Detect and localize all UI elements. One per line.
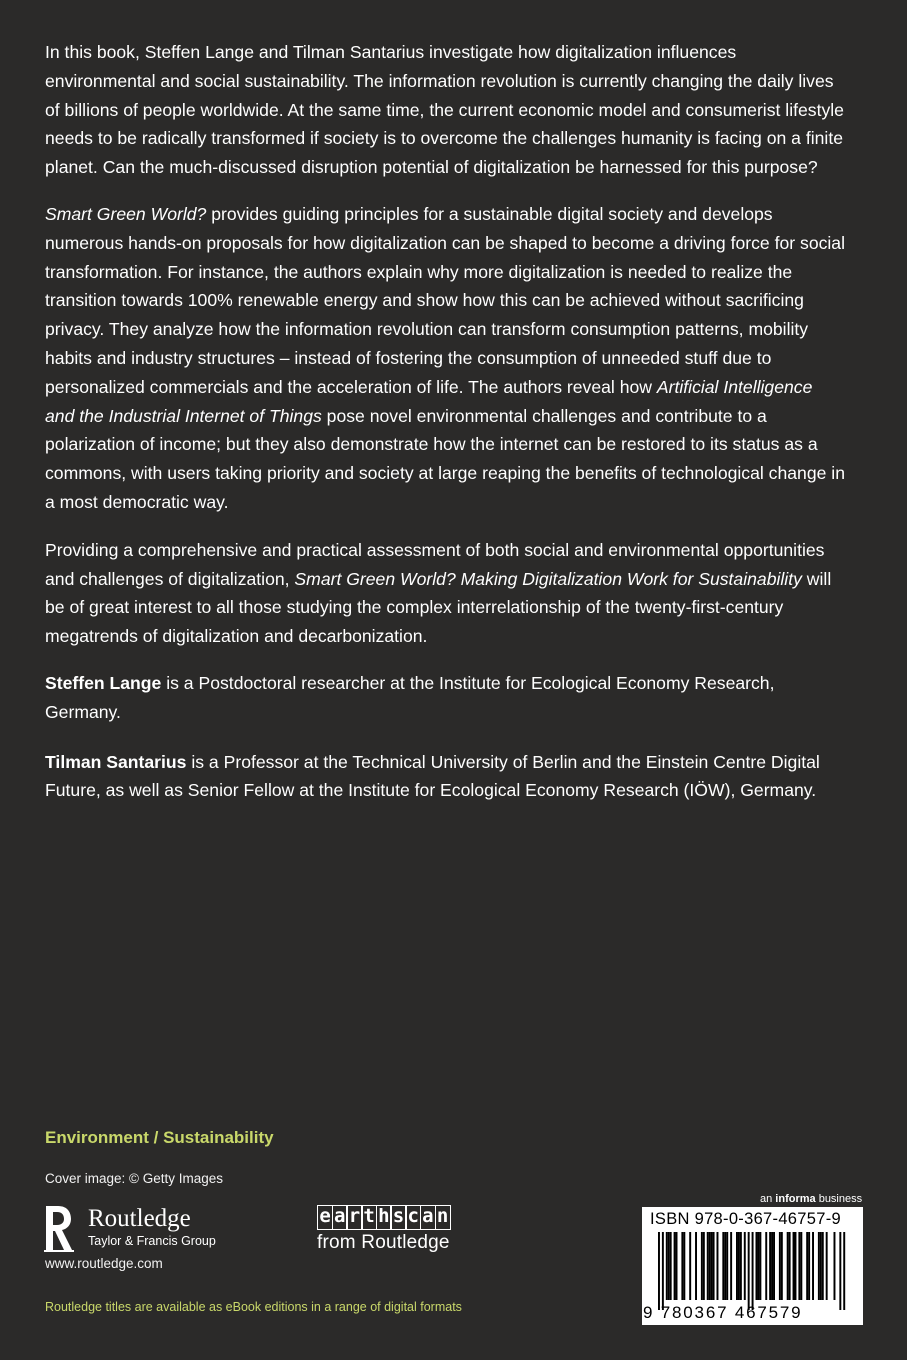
barcode-digits — [643, 1303, 862, 1323]
barcode-bar — [820, 1232, 822, 1300]
barcode-bar — [781, 1232, 783, 1300]
barcode-bar — [795, 1232, 797, 1300]
book-title-italic: Smart Green World? — [45, 203, 207, 224]
routledge-logo — [42, 1204, 232, 1254]
barcode-bar — [812, 1232, 814, 1300]
ai-iot-italic: Artificial Intelligence and the Industrial Internet of Things — [45, 376, 813, 426]
author-bio-santarius-text: is a Professor at the Technical University of Berlin and the Einstein Centre Digital Future, as well as Senior Fellow at the Institute for Ecological Economy Research (IÖW), Germany. — [45, 751, 820, 801]
barcode-bar — [787, 1232, 789, 1300]
blurb-paragraph-2-a: provides guiding principles for a sustainable digital society and develops numerous hands-on proposals for how digitalization can be shaped to become a driving force for social transformation. For instance, the authors explain why more digitalization is needed to realize the transition towards 100% renewable energy and show how this can be achieved without sacrificing privacy. They analyze how the information revolution can transform consumption patterns, mobility habits and industry structures – instead of fostering the consumption of unneeded stuff due to personalized commercials and the acceleration of life. The authors reveal how — [45, 203, 846, 397]
author-bio-santarius — [45, 748, 845, 806]
earthscan-letter: t — [361, 1205, 377, 1230]
barcode-bar — [769, 1232, 771, 1300]
routledge-name: Routledge — [88, 1205, 191, 1232]
barcode-bar — [759, 1232, 761, 1300]
barcode-bar — [658, 1232, 660, 1310]
barcode-bar — [695, 1232, 697, 1300]
barcode-bar — [738, 1232, 740, 1300]
barcode-lead-digit: 9 — [643, 1303, 655, 1322]
earthscan-letter: n — [435, 1205, 451, 1230]
barcode-bar — [730, 1232, 732, 1300]
barcode-bar — [748, 1232, 750, 1310]
earthscan-letter: s — [390, 1205, 406, 1230]
barcode-bar — [662, 1232, 664, 1310]
cover-image-credit: Cover image: © Getty Images — [45, 1171, 224, 1186]
blurb-paragraph-3 — [45, 536, 845, 651]
barcode-bar — [676, 1232, 678, 1300]
isbn-barcode — [642, 1207, 863, 1325]
barcode-bar — [793, 1232, 795, 1300]
barcode-bar — [666, 1232, 668, 1300]
routledge-group: Taylor & Francis Group — [88, 1234, 216, 1248]
barcode-bar — [674, 1232, 676, 1300]
earthscan-logo — [317, 1205, 477, 1254]
barcode-bar — [668, 1232, 670, 1300]
barcode-bar — [711, 1232, 713, 1300]
barcode-bar — [839, 1232, 841, 1310]
barcode-bar — [681, 1232, 683, 1300]
barcode-bar — [798, 1232, 800, 1300]
barcode-bars — [658, 1232, 858, 1310]
publisher-url: www.routledge.com — [45, 1256, 163, 1271]
barcode-bar — [826, 1232, 828, 1300]
barcode-bar — [701, 1232, 703, 1300]
barcode-bar — [806, 1232, 808, 1300]
barcode-bar — [709, 1232, 711, 1300]
author-bio-lange — [45, 669, 845, 727]
blurb-paragraph-1: In this book, Steffen Lange and Tilman Santarius investigate how digitalization influences environmental and social sustainability. The information revolution is currently changing the daily lives of billions of people worldwide. At the same time, the current economic model and consumerist lifestyle needs to be radically transformed if society is to overcome the challenges humanity is facing on a finite planet. Can the much-discussed disruption potential of digitalization be harnessed for this purpose? — [45, 42, 844, 178]
earthscan-letter: r — [346, 1205, 362, 1230]
barcode-bar — [822, 1232, 824, 1300]
barcode-bar — [726, 1232, 728, 1300]
barcode-bar — [722, 1232, 724, 1300]
ebook-footnote: Routledge titles are available as eBook editions in a range of digital formats — [45, 1300, 462, 1314]
barcode-bar — [773, 1232, 775, 1300]
barcode-group-1: 780367 — [660, 1303, 729, 1322]
earthscan-letter: a — [332, 1205, 348, 1230]
blurb-paragraph-3-b: will be of great interest to all those studying the complex interrelationship of the twenty-first-century megatrends of digitalization and decarbonization. — [45, 568, 832, 647]
back-cover-blurb — [45, 38, 845, 805]
barcode-bar — [740, 1232, 742, 1300]
barcode-bar — [670, 1232, 672, 1300]
isbn-label: ISBN 978-0-367-46757-9 — [650, 1210, 841, 1228]
barcode-group-2: 467579 — [734, 1303, 803, 1322]
earthscan-subtitle: from Routledge — [317, 1232, 450, 1253]
earthscan-letter: e — [317, 1205, 333, 1230]
barcode-bar — [703, 1232, 705, 1300]
barcode-bar — [765, 1232, 767, 1300]
earthscan-wordmark — [317, 1205, 477, 1230]
barcode-bar — [834, 1232, 836, 1300]
barcode-bar — [717, 1232, 719, 1300]
author-bio-lange-text: is a Postdoctoral researcher at the Institute for Ecological Economy Research, Germany. — [45, 672, 775, 722]
full-title-italic: Smart Green World? Making Digitalization Work for Sustainability — [294, 568, 802, 589]
barcode-bar — [779, 1232, 781, 1300]
barcode-bar — [757, 1232, 759, 1300]
barcode-bar — [713, 1232, 715, 1300]
author-name-lange: Steffen Lange — [45, 672, 162, 693]
barcode-bar — [752, 1232, 754, 1310]
informa-suffix: business — [815, 1193, 863, 1205]
informa-prefix: an — [760, 1193, 776, 1205]
barcode-bar — [771, 1232, 773, 1300]
blurb-paragraph-2 — [45, 200, 845, 517]
barcode-bar — [736, 1232, 738, 1300]
author-name-santarius: Tilman Santarius — [45, 751, 187, 772]
barcode-bar — [756, 1232, 758, 1300]
blurb-paragraph-3-a: Providing a comprehensive and practical assessment of both social and environmental opportunities and challenges of digitalization, — [45, 539, 825, 589]
barcode-bar — [789, 1232, 791, 1300]
barcode-bar — [724, 1232, 726, 1300]
blurb-paragraph-2-b: pose novel environmental challenges and contribute to a polarization of income; but they also demonstrate how the internet can be restored to its status as a commons, with users taking priority and society at large reaping the benefits of technological change in a most democratic way. — [45, 405, 845, 512]
informa-brand: informa — [775, 1193, 816, 1205]
barcode-bar — [689, 1232, 691, 1300]
earthscan-letter: a — [420, 1205, 436, 1230]
barcode-bar — [683, 1232, 685, 1300]
earthscan-letter: h — [376, 1205, 392, 1230]
earthscan-letter: c — [405, 1205, 421, 1230]
subject-category: Environment / Sustainability — [45, 1128, 274, 1147]
barcode-bar — [843, 1232, 845, 1310]
barcode-bar — [800, 1232, 802, 1300]
barcode-bar — [707, 1232, 709, 1300]
routledge-r-icon — [42, 1204, 76, 1254]
barcode-bar — [818, 1232, 820, 1300]
barcode-bar — [744, 1232, 746, 1300]
barcode-bar — [808, 1232, 810, 1300]
informa-tagline — [760, 1193, 862, 1205]
